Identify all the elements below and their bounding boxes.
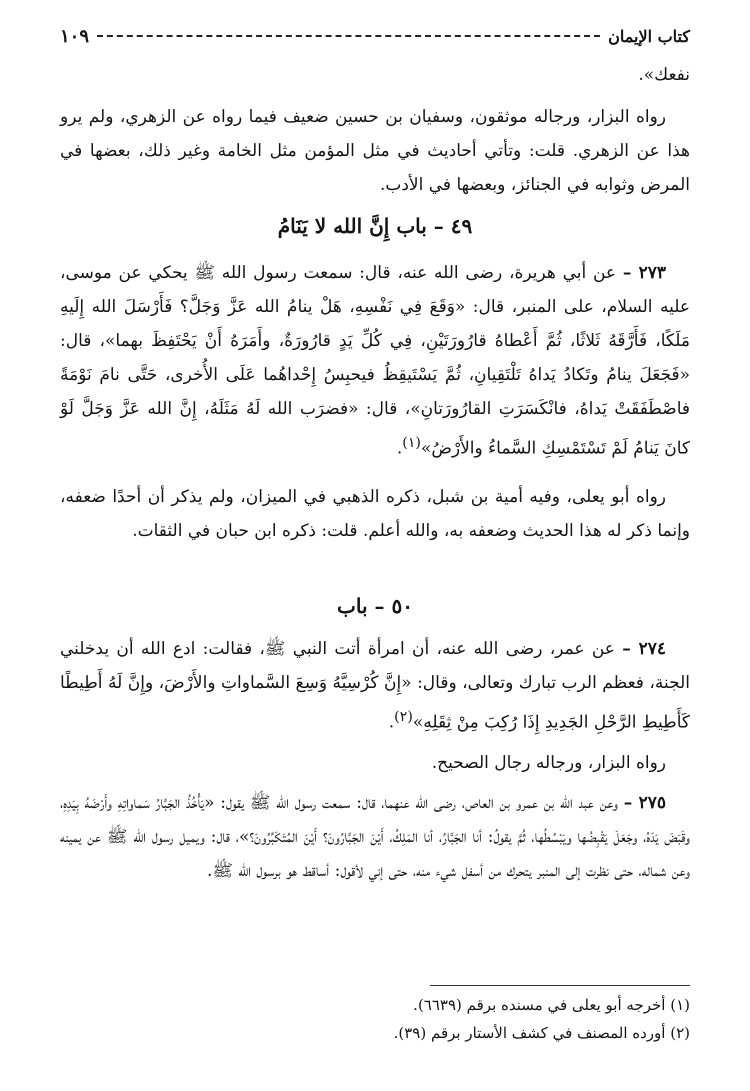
running-header (60, 22, 690, 50)
paragraph-commentary-273: رواه أبو يعلى، وفيه أمية بن شبل، ذكره الذهبي في الميزان، ولم يذكر أن أحدًا ضعفه، وإنما ذكر له هذا الحديث وضعفه به، والله أعلم. قلت: ذكره ابن حبان في الثقات. (60, 487, 690, 541)
hadith-274-text: عن عمر، رضى الله عنه، أن امرأة أتت النبي ﷺ، فقالت: ادع الله أن يدخلني الجنة، فعظم الرب تبارك وتعالى، وقال: «إِنَّ كُرْسِيَّهُ وَسِعَ السَّماواتِ والأَرْضَ، وإِنَّ لَهُ أَطِيطًا كَأَطِيطِ الرَّحْلِ الجَدِيدِ إِذَا رُكِبَ مِنْ ثِقَلِهِ» (60, 639, 690, 733)
footnote-1: (١) أخرجه أبو يعلى في مسنده برقم (٦٦٣٩). (413, 996, 690, 1014)
footnote-2: (٢) أورده المصنف في كشف الأستار برقم (٣٩). (393, 1024, 690, 1042)
hadith-273-number: ٢٧٣ – (622, 263, 666, 283)
footnote-separator (430, 985, 690, 986)
footnote-ref-1: (١) (402, 435, 421, 451)
paragraph-commentary-274: رواه البزار، ورجاله رجال الصحيح. (431, 753, 666, 773)
header-dashed-rule (97, 35, 600, 37)
continuation-text: نفعك». (638, 65, 690, 85)
chapter-heading-50: ٥٠ – باب (337, 594, 413, 618)
hadith-274-number: ٢٧٤ – (622, 639, 666, 659)
book-page (60, 0, 690, 1091)
hadith-275 (60, 786, 690, 888)
hadith-275-text: وعن عبد الله بن عمرو بن العاص، رضى الله عنهما، قال: سمعت رسول الله ﷺ يقول: «يَأْخُذُ الجَبَّارُ سَماواتِهِ وأَرْضَهُ بِيَدِهِ، وقَبَضَ يَدَهُ، وجَعَلَ يَقْبِضُها ويَبْسُطُها، ثُمَّ يقولُ: أنا الجَبَّارُ، أنا المَلِكُ، أَيْنَ الجَبَّارُونَ؟ أَيْنَ المُتَكَبِّرُونَ؟»، قال: ويميل رسول الله ﷺ عن يمينه وعن شماله، حتى نظرت إلى المنبر يتحرك من أسفل شيء منه، حتى إني لأقول: أساقط هو برسول الله ﷺ. (60, 793, 690, 881)
page-number: ١٠٩ (60, 25, 90, 47)
hadith-273-text: عن أبي هريرة، رضى الله عنه، قال: سمعت رسول الله ﷺ يحكي عن موسى، عليه السلام، على المنبر، قال: «وَقَعَ فِي نَفْسِهِ، هَلْ ينامُ الله عَزَّ وَجَلَّ؟ فَأَرْسَلَ الله إِلَيهِ مَلَكًا، فَأَرَّقَهُ ثَلاثًا، ثُمَّ أَعْطاهُ قارُورَتَيْنِ، فِي كُلِّ يَدٍ قارُورَةٌ، وأَمَرَهُ أَنْ يَحْتَفِظَ بهما»، قال: «فَجَعَلَ ينامُ وتَكادُ يَداهُ تَلْتَقِيانِ، ثُمَّ يَسْتَيقِظُ فيحبِسُ إِحْداهُما عَلَى الأُخرى، حَتَّى نامَ نَوْمَةً فاصْطَفَقَتْ يَداهُ، فانْكَسَرَتِ القارُورَتانِ»، قال: «فضرَب الله لَهُ مَثَلَهُ، إِنَّ الله عَزَّ وَجَلَّ لَوْ كانَ يَنامُ لَمْ تَسْتَمْسِكِ السَّماءُ والأَرْضُ» (60, 263, 690, 459)
footnote-ref-2: (٢) (394, 709, 413, 725)
paragraph-commentary-1: رواه البزار، ورجاله موثقون، وسفيان بن حسين ضعيف فيما رواه عن الزهري، ولم يرو هذا عن الزهري. قلت: وتأتي أحاديث في مثل المؤمن مثل الخامة وغير ذلك، بعضها في المرض وثوابه في الجنائز، وبعضها في الأدب. (60, 107, 690, 195)
header-book-title: كتاب الإيمان (608, 26, 690, 46)
hadith-273: ٢٧٣ – عن أبي هريرة، رضى الله عنه، قال: سمعت رسول الله ﷺ يحكي عن موسى، عليه السلام، على المنبر، قال: «وَقَعَ فِي نَفْسِهِ، هَلْ ينامُ الله عَزَّ وَجَلَّ؟ فَأَرْسَلَ الله إِلَيهِ مَلَكًا، فَأَرَّقَهُ ثَلاثًا، ثُمَّ أَعْطاهُ قارُورَتَيْنِ، فِي كُلِّ يَدٍ قارُورَةٌ، وأَمَرَهُ أَنْ يَحْتَفِظَ بهما»، قال: «فَجَعَلَ ينامُ وتَكادُ يَداهُ تَلْتَقِيانِ، ثُمَّ يَسْتَيقِظُ فيحبِسُ إِحْداهُما عَلَى الأُخرى، حَتَّى نامَ نَوْمَةً فاصْطَفَقَتْ يَداهُ، فانْكَسَرَتِ القارُورَتانِ»، قال: «فضرَب الله لَهُ مَثَلَهُ، إِنَّ الله عَزَّ وَجَلَّ لَوْ كانَ يَنامُ لَمْ تَسْتَمْسِكِ السَّماءُ والأَرْضُ»$^{(١)}$. (60, 263, 690, 459)
hadith-274: ٢٧٤ – عن عمر، رضى الله عنه، أن امرأة أتت النبي ﷺ، فقالت: ادع الله أن يدخلني الجنة، فعظم الرب تبارك وتعالى، وقال: «إِنَّ كُرْسِيَّهُ وَسِعَ السَّماواتِ والأَرْضَ، وإِنَّ لَهُ أَطِيطًا كَأَطِيطِ الرَّحْلِ الجَدِيدِ إِذَا رُكِبَ مِنْ ثِقَلِهِ»$^{(٢)}$. (60, 639, 690, 733)
hadith-275-number: ٢٧٥ – (623, 793, 667, 813)
chapter-heading-49: ٤٩ – باب إِنَّ الله لا يَنَامُ (277, 214, 473, 238)
